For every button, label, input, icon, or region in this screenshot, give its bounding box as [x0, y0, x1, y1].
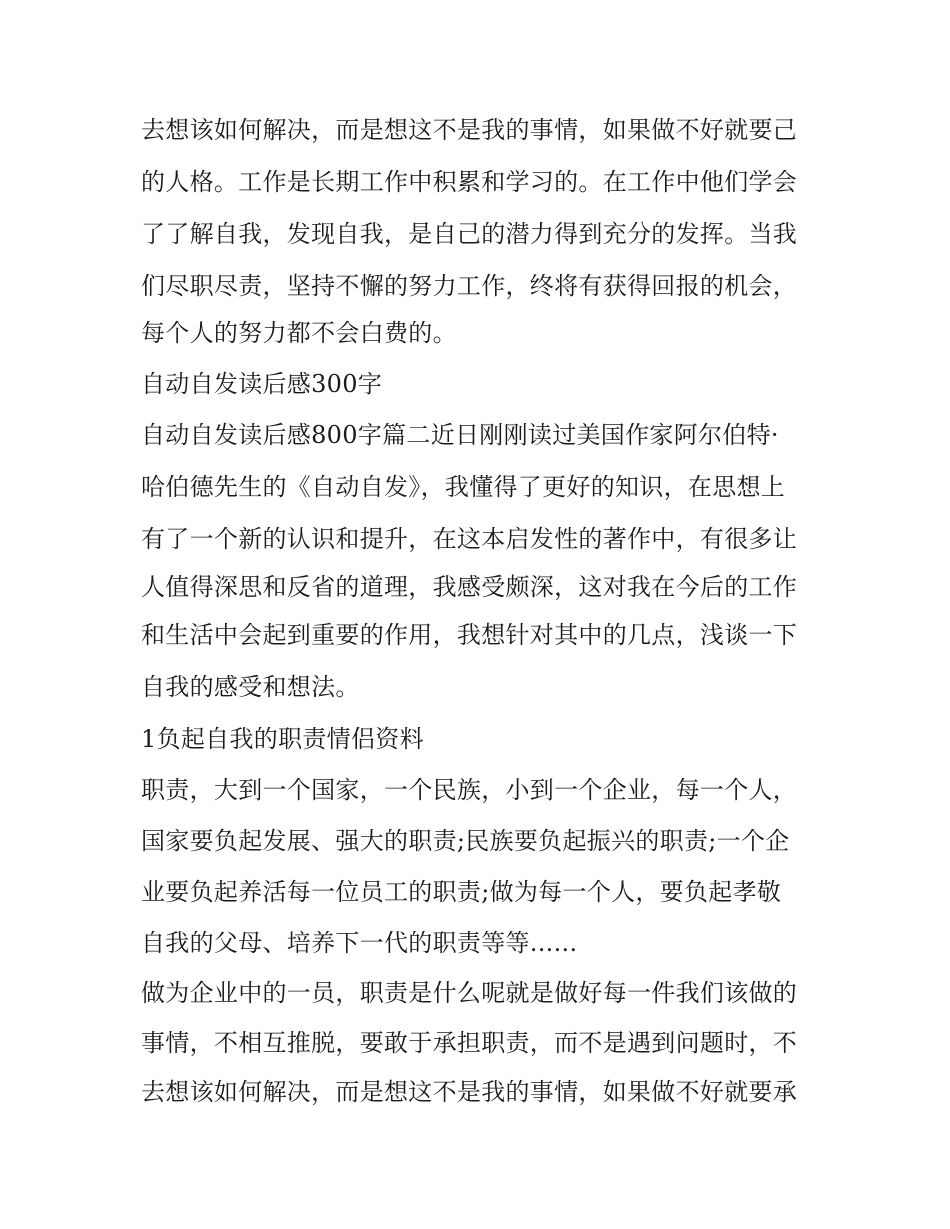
text-line: 的人格。工作是长期工作中积累和学习的。在工作中他们学会: [141, 168, 798, 196]
text-line: 国家要负起发展、强大的职责;民族要负起振兴的职责;一个企: [141, 827, 790, 855]
text-line: 每个人的努力都不会白费的。: [141, 319, 457, 347]
section-heading: 自动自发读后感300字: [141, 370, 383, 398]
text-line: 事情，不相互推脱，要敢于承担职责，而不是遇到问题时，不: [141, 1029, 798, 1057]
text-line: 有了一个新的认识和提升，在这本启发性的著作中，有很多让: [141, 525, 798, 553]
text-line: 自动自发读后感800字篇二近日刚刚读过美国作家阿尔伯特·: [141, 421, 779, 449]
text-line: 去想该如何解决，而是想这不是我的事情，如果做不好就要承: [141, 1078, 798, 1106]
text-line: 做为企业中的一员，职责是什么呢就是做好每一件我们该做的: [141, 979, 798, 1007]
text-line: 去想该如何解决，而是想这不是我的事情，如果做不好就要己: [141, 116, 798, 144]
text-line: 哈伯德先生的《自动自发》，我懂得了更好的知识，在思想上: [141, 473, 786, 501]
text-line: 和生活中会起到重要的作用，我想针对其中的几点，浅谈一下: [141, 621, 798, 649]
text-line: 们尽职尽责，坚持不懈的努力工作，终将有获得回报的机会，: [141, 272, 798, 300]
text-line: 了了解自我，发现自我，是自己的潜力得到充分的发挥。当我: [141, 220, 798, 248]
text-line: 自我的感受和想法。: [141, 673, 360, 701]
text-line: 自我的父母、培养下一代的职责等等......: [141, 929, 578, 957]
section-heading: 1负起自我的职责情侣资料: [141, 725, 424, 753]
text-line: 业要负起养活每一位员工的职责;做为每一个人，要负起孝敬: [141, 878, 782, 906]
text-line: 职责，大到一个国家，一个民族，小到一个企业，每一个人，: [141, 776, 798, 804]
text-line: 人值得深思和反省的道理，我感受颇深，这对我在今后的工作: [141, 573, 798, 601]
